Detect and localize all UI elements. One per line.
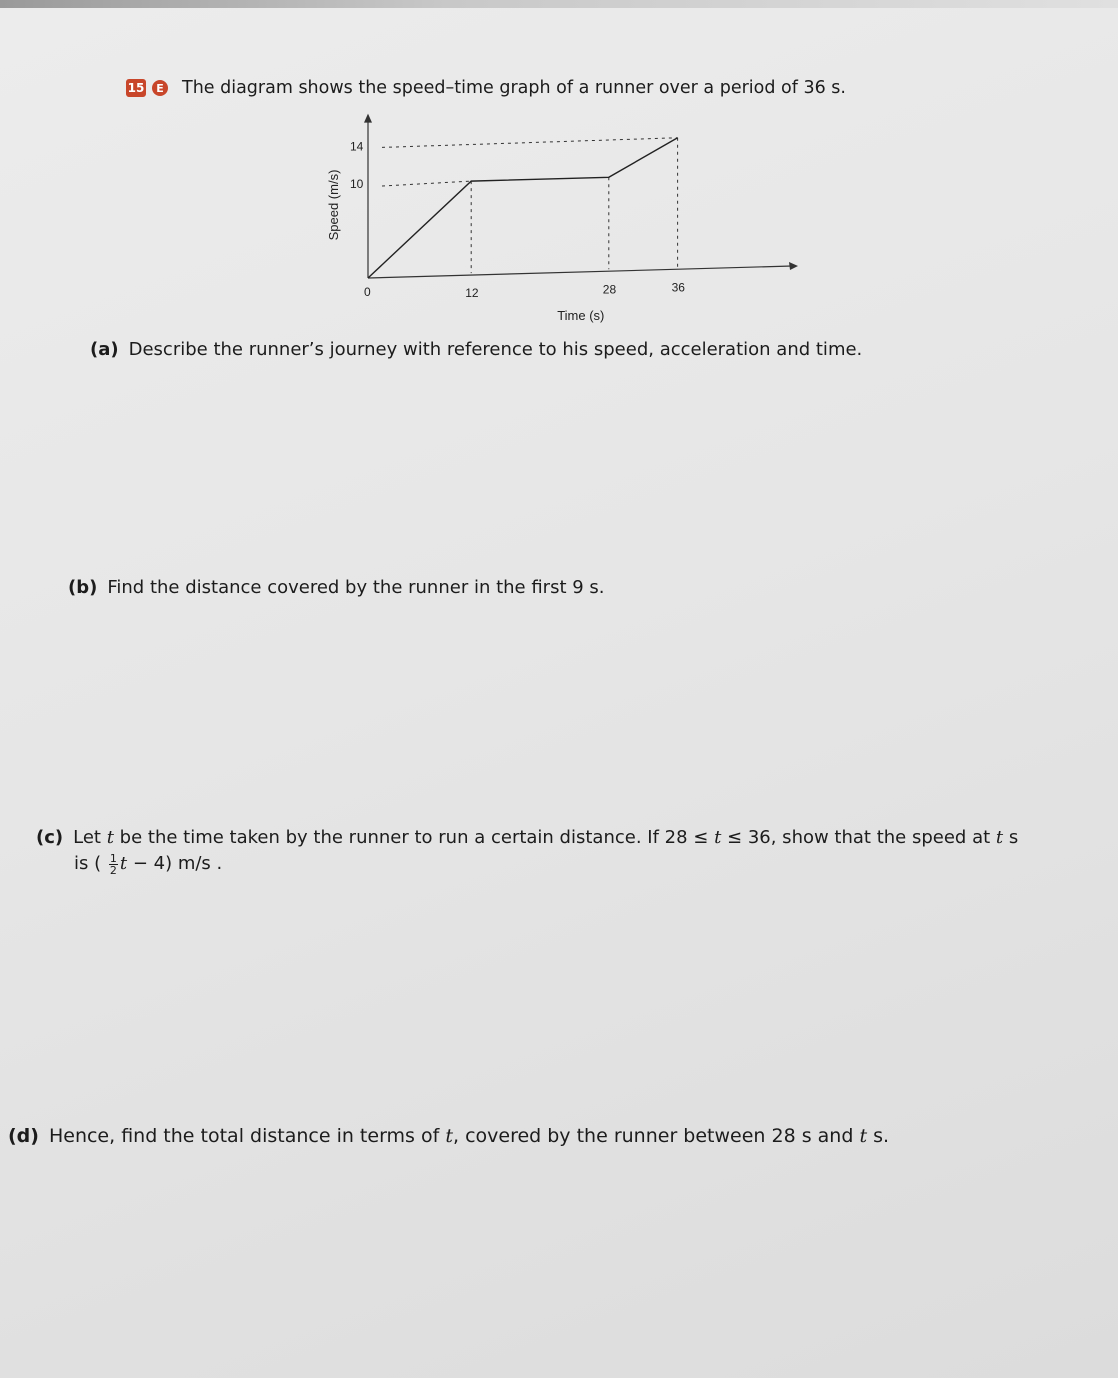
variable-t: t [995, 827, 1004, 848]
x-tick-label: 28 [602, 282, 617, 297]
part-d [8, 1124, 889, 1150]
variable-t: t [859, 1125, 868, 1147]
dashed-guide-line [382, 138, 678, 148]
question-header [126, 78, 846, 98]
part-c-text: be the time taken by the runner to run a certain distance. If 28 ≤ [113, 827, 715, 848]
part-c-text: Let [73, 827, 107, 848]
dashed-guide-line [382, 181, 471, 186]
question-intro: The diagram shows the speed–time graph of a runner over a period of 36 s. [182, 78, 846, 98]
part-c-label: (c) [36, 827, 64, 848]
y-tick-label: 14 [350, 139, 364, 154]
part-a-text: Describe the runner’s journey with reference to his speed, acceleration and time. [128, 339, 863, 360]
y-axis-label: Speed (m/s) [326, 169, 341, 241]
x-tick-label: 36 [671, 280, 685, 295]
question-number-badge: 15 [127, 81, 145, 95]
fraction-numerator: 1 [109, 851, 117, 865]
speed-time-graph [310, 108, 810, 328]
part-a [90, 338, 862, 362]
difficulty-badge: E [152, 80, 168, 96]
part-d-text: s. [867, 1125, 890, 1147]
variable-t: t [106, 827, 114, 848]
fraction-one-half [109, 853, 118, 876]
part-d-text: , covered by the runner between 28 s and [452, 1125, 860, 1147]
speed-series-line [368, 138, 678, 278]
x-tick-label: 12 [465, 286, 479, 301]
variable-t: t [119, 853, 128, 875]
y-axis-arrow [364, 114, 372, 123]
part-d-text: Hence, find the total distance in terms of [48, 1125, 446, 1147]
part-c-text: s [1003, 827, 1019, 848]
part-a-label: (a) [90, 339, 119, 360]
x-axis-arrow [789, 262, 798, 270]
part-c-text: ≤ 36, show that the speed at [721, 827, 996, 848]
part-b-label: (b) [68, 577, 98, 598]
variable-t: t [445, 1125, 453, 1147]
speed-time-chart [310, 108, 810, 328]
part-b [68, 576, 605, 600]
part-b-text: Find the distance covered by the runner in the first 9 s. [107, 577, 605, 598]
fraction-denominator: 2 [109, 863, 117, 877]
part-c-text: is ( [74, 853, 102, 875]
x-axis [368, 266, 792, 278]
x-axis-label: Time (s) [557, 308, 605, 323]
part-d-label: (d) [8, 1125, 39, 1147]
part-c-text: − 4) m/s . [127, 853, 223, 875]
variable-t: t [714, 827, 722, 848]
x-tick-label: 0 [364, 285, 371, 299]
y-tick-label: 10 [350, 177, 364, 191]
part-c [36, 826, 1018, 877]
page-top-edge [0, 0, 1118, 8]
